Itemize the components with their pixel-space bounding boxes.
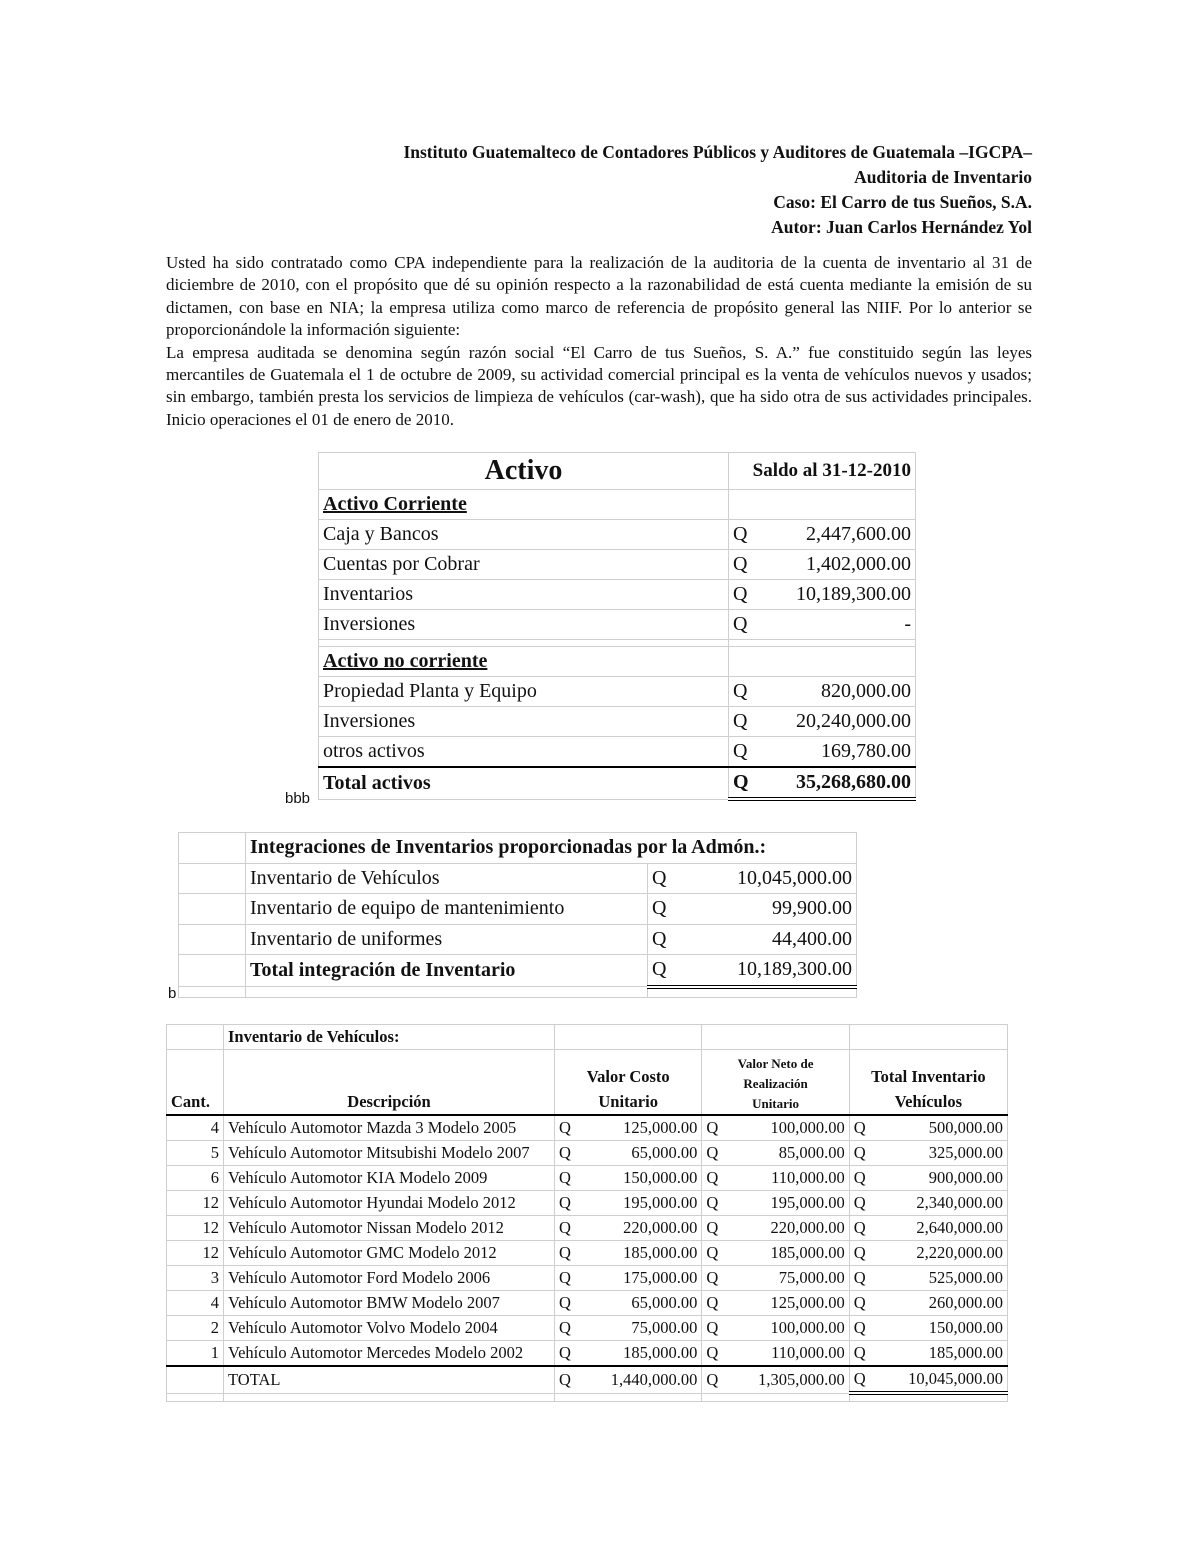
table-row <box>319 677 916 707</box>
total-integracion-amount: 10,189,300.00 <box>678 955 857 987</box>
account-amount: 1,402,000.00 <box>767 550 916 580</box>
integraciones-title: Integraciones de Inventarios proporcionadas por la Admón.: <box>246 833 857 864</box>
saldo-header: Saldo al 31-12-2010 <box>729 453 916 490</box>
activo-header-row <box>319 453 916 490</box>
table-row <box>167 1141 1008 1166</box>
integraciones-table <box>178 832 857 998</box>
vehicle-unit-cost: 150,000.00 <box>577 1166 702 1191</box>
total-row <box>319 767 916 799</box>
vehicle-description: Vehículo Automotor Volvo Modelo 2004 <box>224 1316 555 1341</box>
account-name: Propiedad Planta y Equipo <box>319 677 729 707</box>
total-row <box>167 1366 1008 1393</box>
vehicle-quantity: 5 <box>167 1141 224 1166</box>
total-activos-label: Total activos <box>319 767 729 799</box>
table-row <box>167 1291 1008 1316</box>
currency-symbol: Q <box>702 1216 725 1241</box>
vehicle-unit-cost: 195,000.00 <box>577 1191 702 1216</box>
currency-symbol: Q <box>702 1241 725 1266</box>
col-vnr-line1: Valor Neto de <box>737 1056 814 1071</box>
vehicle-unit-cost: 65,000.00 <box>577 1141 702 1166</box>
activo-no-corriente-label: Activo no corriente <box>323 650 488 672</box>
currency-symbol: Q <box>729 610 768 640</box>
currency-symbol: Q <box>555 1341 578 1367</box>
currency-symbol: Q <box>849 1191 872 1216</box>
currency-symbol: Q <box>849 1316 872 1341</box>
col-total-line2: Vehículos <box>894 1092 962 1111</box>
vehicle-nrv: 110,000.00 <box>724 1166 849 1191</box>
integracion-name: Inventario de equipo de mantenimiento <box>246 894 648 925</box>
currency-symbol: Q <box>729 677 768 707</box>
vehicle-description: Vehículo Automotor GMC Modelo 2012 <box>224 1241 555 1266</box>
currency-symbol: Q <box>702 1341 725 1367</box>
currency-symbol: Q <box>555 1141 578 1166</box>
currency-symbol: Q <box>702 1316 725 1341</box>
vehicle-nrv: 85,000.00 <box>724 1141 849 1166</box>
table-row <box>319 550 916 580</box>
vehicle-unit-cost: 175,000.00 <box>577 1266 702 1291</box>
currency-symbol: Q <box>648 955 679 987</box>
total-vnr: 1,305,000.00 <box>724 1366 849 1393</box>
vehicle-total: 2,220,000.00 <box>872 1241 1008 1266</box>
col-vnr-line3: Unitario <box>752 1096 800 1111</box>
currency-symbol: Q <box>702 1266 725 1291</box>
vehicle-nrv: 75,000.00 <box>724 1266 849 1291</box>
vehicle-description: Vehículo Automotor Mercedes Modelo 2002 <box>224 1341 555 1367</box>
col-desc-header: Descripción <box>224 1050 555 1116</box>
vehicle-unit-cost: 125,000.00 <box>577 1115 702 1141</box>
integracion-amount: 10,045,000.00 <box>678 863 857 894</box>
currency-symbol: Q <box>729 707 768 737</box>
header-subject: Auditoria de Inventario <box>854 167 1032 187</box>
vehicle-nrv: 125,000.00 <box>724 1291 849 1316</box>
spacer-row <box>319 640 916 647</box>
currency-symbol: Q <box>702 1366 725 1393</box>
currency-symbol: Q <box>555 1291 578 1316</box>
integracion-amount: 99,900.00 <box>678 894 857 925</box>
col-costo-line2: Unitario <box>598 1092 658 1111</box>
vehicle-quantity: 12 <box>167 1216 224 1241</box>
table-row <box>319 580 916 610</box>
account-name: otros activos <box>319 737 729 768</box>
intro-paragraph-2: La empresa auditada se denomina según razón social “El Carro de tus Sueños, S. A.” fue constituido según las leyes mercantiles de Guatemala el 1 de octubre de 2009, su actividad comercial principal es la venta de vehículos nuevos y usados; sin embargo, también presta los servicios de limpieza de vehículos (car-wash), que ha sido otra de sus actividades principales. Inicio operaciones el 01 de enero de 2010. <box>166 342 1032 429</box>
account-amount: 10,189,300.00 <box>767 580 916 610</box>
account-amount: 820,000.00 <box>767 677 916 707</box>
table-row <box>167 1191 1008 1216</box>
currency-symbol: Q <box>648 894 679 925</box>
currency-symbol: Q <box>849 1266 872 1291</box>
col-costo-line1: Valor Costo <box>586 1067 670 1086</box>
vehicle-total: 150,000.00 <box>872 1316 1008 1341</box>
spacer-row <box>167 1393 1008 1402</box>
account-name: Inventarios <box>319 580 729 610</box>
table-row <box>167 1266 1008 1291</box>
vehicle-description: Vehículo Automotor BMW Modelo 2007 <box>224 1291 555 1316</box>
section-row <box>319 647 916 677</box>
currency-symbol: Q <box>555 1316 578 1341</box>
vehicle-total: 900,000.00 <box>872 1166 1008 1191</box>
total-row <box>179 955 857 987</box>
currency-symbol: Q <box>849 1115 872 1141</box>
table-row <box>179 863 857 894</box>
document-header <box>403 140 1032 240</box>
account-name: Cuentas por Cobrar <box>319 550 729 580</box>
intro-text <box>166 252 1032 431</box>
table-row <box>319 707 916 737</box>
vehicle-unit-cost: 75,000.00 <box>577 1316 702 1341</box>
table-row <box>179 894 857 925</box>
currency-symbol: Q <box>849 1341 872 1367</box>
account-amount: - <box>767 610 916 640</box>
table-row <box>167 1341 1008 1367</box>
vehiculos-total-label: TOTAL <box>224 1366 555 1393</box>
account-amount: 169,780.00 <box>767 737 916 768</box>
vehicle-total: 2,340,000.00 <box>872 1191 1008 1216</box>
account-name: Caja y Bancos <box>319 520 729 550</box>
vehicle-description: Vehículo Automotor Nissan Modelo 2012 <box>224 1216 555 1241</box>
col-total-header <box>849 1050 1007 1116</box>
currency-symbol: Q <box>849 1241 872 1266</box>
currency-symbol: Q <box>702 1166 725 1191</box>
vehicle-nrv: 100,000.00 <box>724 1316 849 1341</box>
section-row <box>319 490 916 520</box>
header-author: Autor: Juan Carlos Hernández Yol <box>771 217 1032 237</box>
vehicle-unit-cost: 65,000.00 <box>577 1291 702 1316</box>
currency-symbol: Q <box>555 1241 578 1266</box>
currency-symbol: Q <box>555 1166 578 1191</box>
vehiculos-table <box>166 1024 1008 1402</box>
spacer-row <box>179 987 857 998</box>
table-row <box>319 520 916 550</box>
integracion-name: Inventario de uniformes <box>246 924 648 955</box>
currency-symbol: Q <box>849 1166 872 1191</box>
col-cant-header: Cant. <box>167 1050 224 1116</box>
table-row <box>167 1115 1008 1141</box>
vehicle-nrv: 195,000.00 <box>724 1191 849 1216</box>
table-row <box>167 1166 1008 1191</box>
header-case: Caso: El Carro de tus Sueños, S.A. <box>773 192 1032 212</box>
total-costo: 1,440,000.00 <box>577 1366 702 1393</box>
integracion-amount: 44,400.00 <box>678 924 857 955</box>
vehicle-description: Vehículo Automotor Mazda 3 Modelo 2005 <box>224 1115 555 1141</box>
vehicle-quantity: 4 <box>167 1115 224 1141</box>
col-total-line1: Total Inventario <box>871 1067 986 1086</box>
vehicle-total: 185,000.00 <box>872 1341 1008 1367</box>
total-inventario-vehiculos: 10,045,000.00 <box>872 1366 1008 1393</box>
table-row <box>319 610 916 640</box>
currency-symbol: Q <box>555 1191 578 1216</box>
currency-symbol: Q <box>702 1291 725 1316</box>
currency-symbol: Q <box>849 1141 872 1166</box>
vehicle-quantity: 4 <box>167 1291 224 1316</box>
activo-table <box>318 452 916 801</box>
vehicle-total: 260,000.00 <box>872 1291 1008 1316</box>
currency-symbol: Q <box>555 1115 578 1141</box>
currency-symbol: Q <box>849 1366 872 1393</box>
vehicle-quantity: 12 <box>167 1191 224 1216</box>
vehicle-quantity: 1 <box>167 1341 224 1367</box>
table-row <box>319 737 916 768</box>
marker-b: b <box>168 985 177 1002</box>
vehiculos-title: Inventario de Vehículos: <box>224 1025 555 1050</box>
currency-symbol: Q <box>555 1266 578 1291</box>
currency-symbol: Q <box>729 580 768 610</box>
account-name: Inversiones <box>319 610 729 640</box>
intro-paragraph-1: Usted ha sido contratado como CPA independiente para la realización de la auditoria de la cuenta de inventario al 31 de diciembre de 2010, con el propósito que dé su opinión respecto a la razonabilidad de está cuenta mediante la emisión de su dictamen, con base en NIA; la empresa utiliza como marco de referencia de propósito general las NIIF. Por lo anterior se proporcionándole la información siguiente: <box>166 253 1032 340</box>
header-institute: Instituto Guatemalteco de Contadores Públicos y Auditores de Guatemala –IGCPA– <box>403 142 1032 162</box>
currency-symbol: Q <box>555 1366 578 1393</box>
vehicle-description: Vehículo Automotor Mitsubishi Modelo 2007 <box>224 1141 555 1166</box>
account-name: Inversiones <box>319 707 729 737</box>
vehicle-unit-cost: 220,000.00 <box>577 1216 702 1241</box>
vehicle-quantity: 6 <box>167 1166 224 1191</box>
vehicle-description: Vehículo Automotor Hyundai Modelo 2012 <box>224 1191 555 1216</box>
vehicle-description: Vehículo Automotor KIA Modelo 2009 <box>224 1166 555 1191</box>
vehiculos-title-row <box>167 1025 1008 1050</box>
vehicle-nrv: 220,000.00 <box>724 1216 849 1241</box>
total-integracion-label: Total integración de Inventario <box>246 955 648 987</box>
currency-symbol: Q <box>702 1191 725 1216</box>
table-row <box>167 1216 1008 1241</box>
vehicle-total: 325,000.00 <box>872 1141 1008 1166</box>
currency-symbol: Q <box>729 550 768 580</box>
marker-bbb: bbb <box>285 790 311 807</box>
total-activos-amount: 35,268,680.00 <box>767 767 916 799</box>
currency-symbol: Q <box>729 767 768 799</box>
vehicle-nrv: 100,000.00 <box>724 1115 849 1141</box>
vehicle-total: 525,000.00 <box>872 1266 1008 1291</box>
vehicle-unit-cost: 185,000.00 <box>577 1241 702 1266</box>
activo-corriente-label: Activo Corriente <box>323 493 467 515</box>
table-row <box>167 1241 1008 1266</box>
vehicle-quantity: 12 <box>167 1241 224 1266</box>
currency-symbol: Q <box>555 1216 578 1241</box>
activo-title: Activo <box>319 453 729 490</box>
currency-symbol: Q <box>648 924 679 955</box>
vehiculos-body <box>167 1115 1008 1366</box>
currency-symbol: Q <box>729 520 768 550</box>
currency-symbol: Q <box>702 1115 725 1141</box>
integracion-name: Inventario de Vehículos <box>246 863 648 894</box>
currency-symbol: Q <box>849 1216 872 1241</box>
currency-symbol: Q <box>702 1141 725 1166</box>
col-vnr-line2: Realización <box>743 1076 808 1091</box>
account-amount: 20,240,000.00 <box>767 707 916 737</box>
vehicle-quantity: 2 <box>167 1316 224 1341</box>
vehicle-nrv: 110,000.00 <box>724 1341 849 1367</box>
vehicle-quantity: 3 <box>167 1266 224 1291</box>
account-amount: 2,447,600.00 <box>767 520 916 550</box>
vehicle-nrv: 185,000.00 <box>724 1241 849 1266</box>
integraciones-title-row <box>179 833 857 864</box>
vehicle-total: 2,640,000.00 <box>872 1216 1008 1241</box>
col-costo-header <box>555 1050 702 1116</box>
currency-symbol: Q <box>729 737 768 768</box>
vehicle-total: 500,000.00 <box>872 1115 1008 1141</box>
vehicle-unit-cost: 185,000.00 <box>577 1341 702 1367</box>
col-vnr-header <box>702 1050 849 1116</box>
table-row <box>167 1316 1008 1341</box>
currency-symbol: Q <box>849 1291 872 1316</box>
table-row <box>179 924 857 955</box>
vehiculos-header-row <box>167 1050 1008 1116</box>
vehicle-description: Vehículo Automotor Ford Modelo 2006 <box>224 1266 555 1291</box>
currency-symbol: Q <box>648 863 679 894</box>
